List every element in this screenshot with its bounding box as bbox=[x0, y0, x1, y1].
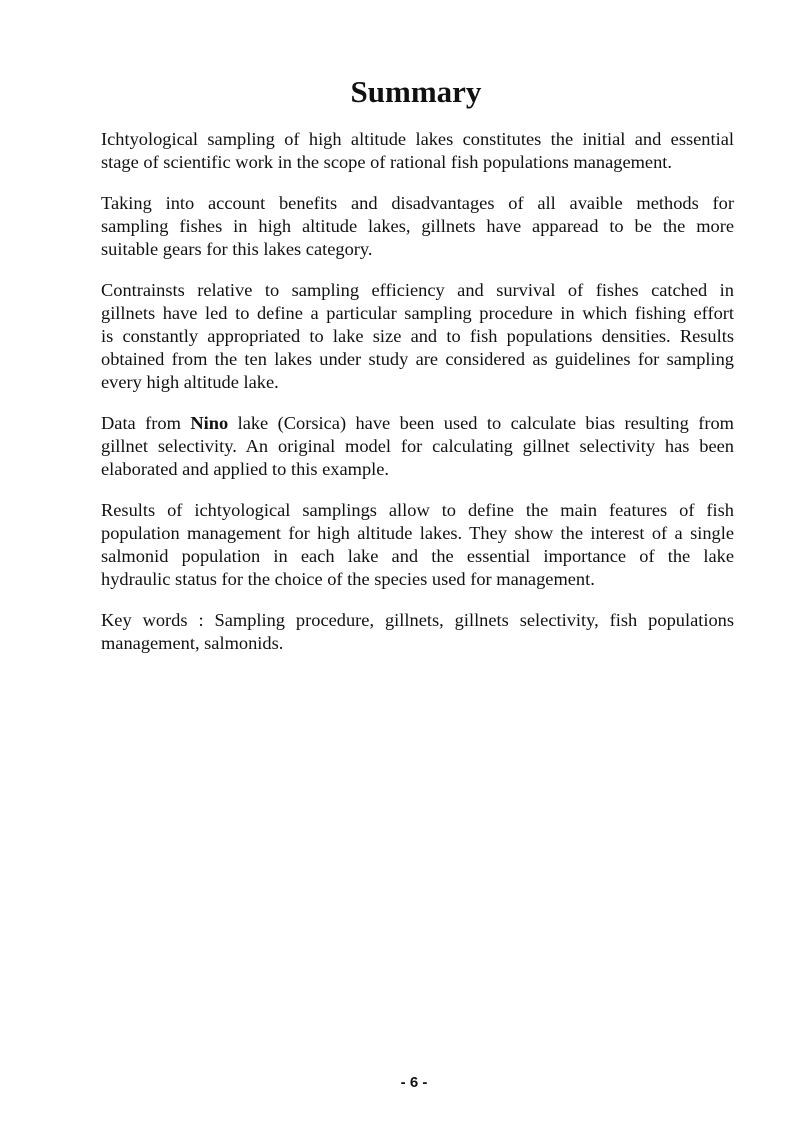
text-line: management, salmonids. bbox=[101, 633, 284, 653]
paragraph-gillnets bbox=[101, 192, 734, 261]
paragraph-constraints bbox=[101, 279, 734, 394]
text-line: Results of ichtyological samplings allow to define the main features of fish bbox=[101, 500, 734, 520]
summary-body bbox=[101, 128, 734, 673]
text-line: gillnet selectivity. An original model for calculating gillnet selectivity has been bbox=[101, 436, 734, 456]
text-segment: lake (Corsica) have been used to calculate bias resulting from bbox=[228, 413, 734, 433]
page-title: Summary bbox=[350, 74, 482, 109]
paragraph-nino-lake bbox=[101, 412, 734, 481]
text-line: gillnets have led to define a particular sampling procedure in which fishing effort bbox=[101, 303, 734, 323]
paragraph-results bbox=[101, 499, 734, 591]
page-number: - 6 - bbox=[400, 1074, 428, 1091]
text-line: every high altitude lake. bbox=[101, 372, 279, 392]
lake-name: Nino bbox=[190, 413, 229, 433]
text-line: elaborated and applied to this example. bbox=[101, 459, 390, 479]
text-line: suitable gears for this lakes category. bbox=[101, 239, 373, 259]
text-line: sampling fishes in high altitude lakes, gillnets have apparead to be the more bbox=[101, 216, 734, 236]
text-line: hydraulic status for the choice of the species used for management. bbox=[101, 569, 595, 589]
text-line: is constantly appropriated to lake size and to fish populations densities. Results bbox=[101, 326, 734, 346]
paragraph-keywords bbox=[101, 609, 734, 655]
text-line: Contrainsts relative to sampling efficiency and survival of fishes catched in bbox=[101, 280, 734, 300]
text-line: salmonid population in each lake and the essential importance of the lake bbox=[101, 546, 734, 566]
text-line: Key words : Sampling procedure, gillnets, gillnets selectivity, fish populations bbox=[101, 610, 734, 630]
paragraph-intro bbox=[101, 128, 734, 174]
text-line: population management for high altitude lakes. They show the interest of a single bbox=[101, 523, 734, 543]
text-line bbox=[101, 412, 734, 435]
text-segment: Data from bbox=[101, 413, 191, 433]
text-line: obtained from the ten lakes under study are considered as guidelines for sampling bbox=[101, 349, 734, 369]
text-line: stage of scientific work in the scope of rational fish populations management. bbox=[101, 152, 672, 172]
text-line: Taking into account benefits and disadvantages of all avaible methods for bbox=[101, 193, 734, 213]
text-line: Ichtyological sampling of high altitude lakes constitutes the initial and essential bbox=[101, 129, 734, 149]
